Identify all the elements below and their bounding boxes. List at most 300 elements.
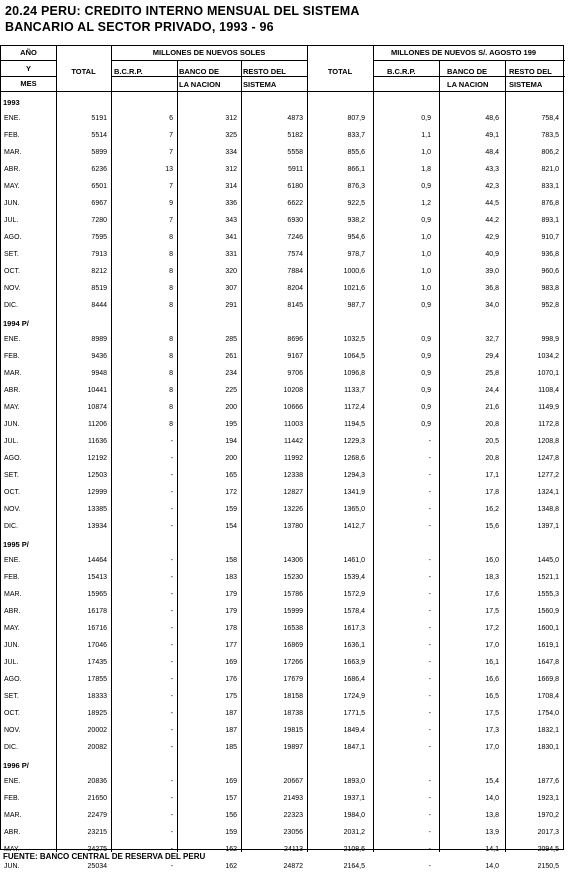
year-label: 1996 P/ (3, 761, 29, 770)
value-cell: 0,9 (421, 404, 431, 411)
value-cell: 1294,3 (343, 472, 365, 479)
value-cell: 1555,3 (537, 591, 559, 598)
value-cell: 910,7 (541, 234, 559, 241)
year-label: 1994 P/ (3, 319, 29, 328)
value-cell: 16,2 (485, 506, 499, 513)
value-cell: 157 (225, 795, 237, 802)
column-divider (241, 92, 242, 852)
group-header-soles: MILLONES DE NUEVOS SOLES (152, 48, 266, 57)
table-row (1, 706, 563, 723)
table-row (1, 570, 563, 587)
month-cell: AGO. (4, 455, 22, 462)
value-cell: 1560,9 (537, 608, 559, 615)
value-cell: 17,2 (485, 625, 499, 632)
value-cell: 13,9 (485, 829, 499, 836)
value-cell: 36,8 (485, 285, 499, 292)
table-row (1, 791, 563, 808)
value-cell: - (170, 659, 173, 666)
value-cell: 17266 (283, 659, 303, 666)
value-cell: 20667 (283, 778, 303, 785)
value-cell: 0,9 (421, 302, 431, 309)
value-cell: 4873 (287, 115, 303, 122)
value-cell: 1754,0 (537, 710, 559, 717)
value-cell: 12192 (87, 455, 107, 462)
value-cell: 7 (169, 149, 173, 156)
value-cell: - (428, 455, 431, 462)
month-cell: NOV. (4, 727, 21, 734)
value-cell: 806,2 (541, 149, 559, 156)
table-row (1, 740, 563, 757)
value-cell: 2150,5 (537, 863, 559, 870)
value-cell: 23056 (283, 829, 303, 836)
value-cell: - (428, 659, 431, 666)
value-cell: 169 (225, 659, 237, 666)
value-cell: 7246 (287, 234, 303, 241)
year-heading-row (1, 536, 563, 553)
header-line (373, 60, 565, 61)
value-cell: 5182 (287, 132, 303, 139)
value-cell: - (428, 489, 431, 496)
value-cell: 22479 (87, 812, 107, 819)
value-cell: 1341,9 (343, 489, 365, 496)
value-cell: 14,1 (485, 846, 499, 853)
value-cell: 1708,4 (537, 693, 559, 700)
value-cell: 1636,1 (343, 642, 365, 649)
column-divider (373, 92, 374, 852)
value-cell: - (170, 795, 173, 802)
value-cell: - (170, 744, 173, 751)
header-line (1, 60, 56, 61)
value-cell: 20082 (87, 744, 107, 751)
value-cell: 7 (169, 183, 173, 190)
value-cell: 1847,1 (343, 744, 365, 751)
value-cell: 5558 (287, 149, 303, 156)
value-cell: 6501 (91, 183, 107, 190)
value-cell: 1348,8 (537, 506, 559, 513)
value-cell: 1172,4 (344, 404, 365, 411)
value-cell: - (428, 591, 431, 598)
value-cell: 8 (169, 285, 173, 292)
value-cell: 17,6 (485, 591, 499, 598)
value-cell: 17855 (87, 676, 107, 683)
year-heading-row (1, 94, 563, 111)
value-cell: 12338 (283, 472, 303, 479)
value-cell: - (428, 727, 431, 734)
value-cell: 6622 (287, 200, 303, 207)
value-cell: 876,8 (541, 200, 559, 207)
value-cell: 7 (169, 217, 173, 224)
value-cell: 936,8 (541, 251, 559, 258)
value-cell: 1832,1 (537, 727, 559, 734)
table-row (1, 672, 563, 689)
header-month: MES (20, 79, 37, 88)
value-cell: 16538 (283, 625, 303, 632)
value-cell: 1133,7 (344, 387, 365, 394)
header-divider (56, 46, 57, 92)
value-cell: 225 (225, 387, 237, 394)
value-cell: 24,4 (485, 387, 499, 394)
value-cell: 1096,8 (343, 370, 365, 377)
value-cell: 14306 (283, 557, 303, 564)
value-cell: 1893,0 (343, 778, 365, 785)
value-cell: - (170, 625, 173, 632)
value-cell: 13226 (283, 506, 303, 513)
value-cell: 11003 (284, 421, 303, 428)
value-cell: 15999 (283, 608, 303, 615)
value-cell: 5191 (91, 115, 107, 122)
column-divider (505, 92, 506, 852)
value-cell: - (170, 778, 173, 785)
value-cell: 1034,2 (537, 353, 559, 360)
value-cell: 855,6 (347, 149, 365, 156)
year-label: 1995 P/ (3, 540, 29, 549)
month-cell: JUL. (4, 217, 19, 224)
value-cell: 8 (169, 387, 173, 394)
month-cell: FEB. (4, 574, 20, 581)
value-cell: - (428, 812, 431, 819)
value-cell: 1830,1 (537, 744, 559, 751)
value-cell: 7574 (287, 251, 303, 258)
value-cell: 0,9 (421, 353, 431, 360)
value-cell: 1365,0 (343, 506, 365, 513)
header-divider (177, 60, 178, 92)
value-cell: 1064,5 (343, 353, 365, 360)
value-cell: - (428, 557, 431, 564)
value-cell: - (170, 455, 173, 462)
value-cell: 8 (169, 336, 173, 343)
value-cell: 998,9 (541, 336, 559, 343)
value-cell: 833,1 (541, 183, 559, 190)
value-cell: - (170, 438, 173, 445)
table-row (1, 621, 563, 638)
value-cell: 1,1 (421, 132, 431, 139)
value-cell: 8519 (91, 285, 107, 292)
table-row (1, 604, 563, 621)
value-cell: 1208,8 (537, 438, 559, 445)
value-cell: 1,0 (421, 234, 431, 241)
value-cell: 16,0 (485, 557, 499, 564)
value-cell: 1000,6 (343, 268, 365, 275)
table-row (1, 859, 563, 876)
table-row (1, 400, 563, 417)
table-row (1, 485, 563, 502)
value-cell: - (428, 693, 431, 700)
value-cell: 1669,8 (537, 676, 559, 683)
value-cell: 17,5 (485, 608, 499, 615)
value-cell: 16178 (87, 608, 107, 615)
value-cell: 16,1 (485, 659, 499, 666)
value-cell: 2164,5 (343, 863, 365, 870)
month-cell: JUL. (4, 438, 19, 445)
value-cell: 20002 (87, 727, 107, 734)
header-banco-de: BANCO DE (179, 67, 220, 76)
value-cell: 187 (225, 710, 237, 717)
value-cell: 195 (225, 421, 237, 428)
value-cell: 1849,4 (343, 727, 365, 734)
header-total-real: TOTAL (327, 67, 353, 76)
month-cell: OCT. (4, 268, 20, 275)
value-cell: 13 (165, 166, 173, 173)
table-title-line2: BANCARIO AL SECTOR PRIVADO, 1993 - 96 (5, 20, 274, 34)
value-cell: - (170, 829, 173, 836)
value-cell: 43,3 (485, 166, 499, 173)
year-heading-row (1, 315, 563, 332)
table-row (1, 723, 563, 740)
value-cell: 12827 (283, 489, 303, 496)
value-cell: 15,6 (485, 523, 499, 530)
value-cell: 18738 (283, 710, 303, 717)
value-cell: 1397,1 (537, 523, 559, 530)
table-row (1, 451, 563, 468)
value-cell: 17435 (87, 659, 107, 666)
month-cell: NOV. (4, 285, 21, 292)
value-cell: 1572,9 (343, 591, 365, 598)
month-cell: ABR. (4, 608, 21, 615)
value-cell: 8204 (287, 285, 303, 292)
table-row (1, 162, 563, 179)
value-cell: 1108,4 (538, 387, 559, 394)
value-cell: 25,8 (485, 370, 499, 377)
value-cell: 1539,4 (343, 574, 365, 581)
table-row (1, 366, 563, 383)
month-cell: ENE. (4, 778, 21, 785)
value-cell: 9 (169, 200, 173, 207)
value-cell: 39,0 (485, 268, 499, 275)
value-cell: 1,8 (421, 166, 431, 173)
value-cell: 187 (225, 727, 237, 734)
value-cell: 20,8 (485, 455, 499, 462)
value-cell: 7884 (287, 268, 303, 275)
value-cell: 175 (225, 693, 237, 700)
value-cell: 1686,4 (343, 676, 365, 683)
value-cell: 176 (225, 676, 237, 683)
value-cell: 17,0 (485, 642, 499, 649)
value-cell: 15413 (87, 574, 107, 581)
value-cell: 14464 (87, 557, 107, 564)
value-cell: 876,3 (347, 183, 365, 190)
value-cell: 8 (169, 404, 173, 411)
column-divider (111, 92, 112, 852)
value-cell: - (428, 608, 431, 615)
value-cell: 20,8 (485, 421, 499, 428)
value-cell: 807,9 (347, 115, 365, 122)
table-row (1, 264, 563, 281)
table-row (1, 383, 563, 400)
value-cell: 48,6 (485, 115, 499, 122)
value-cell: - (428, 625, 431, 632)
value-cell: 1172,8 (538, 421, 559, 428)
table-row (1, 298, 563, 315)
header-line (111, 60, 307, 61)
header-resto-del: RESTO DEL (243, 67, 286, 76)
value-cell: 17,3 (485, 727, 499, 734)
value-cell: 162 (225, 846, 237, 853)
value-cell: 48,4 (485, 149, 499, 156)
value-cell: 32,7 (485, 336, 499, 343)
value-cell: 158 (225, 557, 237, 564)
value-cell: 343 (225, 217, 237, 224)
value-cell: 13780 (283, 523, 303, 530)
value-cell: - (170, 676, 173, 683)
column-divider (439, 92, 440, 852)
value-cell: - (428, 472, 431, 479)
header-banco-de-real: BANCO DE (447, 67, 488, 76)
value-cell: 21493 (283, 795, 303, 802)
value-cell: 893,1 (541, 217, 559, 224)
value-cell: 20,5 (485, 438, 499, 445)
value-cell: 6180 (287, 183, 303, 190)
value-cell: 200 (225, 404, 237, 411)
month-cell: AGO. (4, 234, 22, 241)
table-row (1, 349, 563, 366)
month-cell: ABR. (4, 829, 21, 836)
value-cell: 169 (225, 778, 237, 785)
month-cell: JUL. (4, 659, 19, 666)
value-cell: 17046 (87, 642, 107, 649)
value-cell: 1923,1 (537, 795, 559, 802)
value-cell: 194 (225, 438, 237, 445)
value-cell: 1445,0 (537, 557, 559, 564)
value-cell: 8 (169, 268, 173, 275)
value-cell: 1247,8 (537, 455, 559, 462)
value-cell: 1,0 (421, 251, 431, 258)
month-cell: DIC. (4, 744, 18, 751)
table-row (1, 145, 563, 162)
month-cell: ENE. (4, 557, 21, 564)
column-divider (56, 92, 57, 852)
value-cell: 8212 (91, 268, 107, 275)
value-cell: 7 (169, 132, 173, 139)
header-line (111, 76, 307, 77)
value-cell: 49,1 (485, 132, 499, 139)
month-cell: JUN. (4, 200, 20, 207)
value-cell: 17679 (283, 676, 303, 683)
table-header (1, 46, 563, 92)
value-cell: 1877,6 (537, 778, 559, 785)
month-cell: JUN. (4, 421, 20, 428)
value-cell: 44,2 (485, 217, 499, 224)
value-cell: 1600,1 (537, 625, 559, 632)
value-cell: 11636 (88, 438, 107, 445)
value-cell: 25034 (87, 863, 107, 870)
value-cell: 1324,1 (537, 489, 559, 496)
value-cell: 307 (225, 285, 237, 292)
value-cell: 159 (225, 829, 237, 836)
month-cell: DIC. (4, 302, 18, 309)
table-row (1, 247, 563, 264)
value-cell: - (428, 506, 431, 513)
value-cell: 16869 (283, 642, 303, 649)
table-row (1, 774, 563, 791)
value-cell: 1268,6 (343, 455, 365, 462)
value-cell: 10874 (87, 404, 107, 411)
value-cell: 44,5 (485, 200, 499, 207)
value-cell: 15965 (87, 591, 107, 598)
value-cell: 9167 (287, 353, 303, 360)
value-cell: 821,0 (541, 166, 559, 173)
value-cell: 1,0 (421, 268, 431, 275)
value-cell: 17,1 (485, 472, 499, 479)
header-line (1, 76, 56, 77)
value-cell: 177 (225, 642, 237, 649)
value-cell: 6 (169, 115, 173, 122)
value-cell: - (428, 744, 431, 751)
value-cell: 331 (225, 251, 237, 258)
month-cell: JUN. (4, 863, 20, 870)
value-cell: - (428, 829, 431, 836)
value-cell: - (170, 608, 173, 615)
value-cell: 2017,3 (537, 829, 559, 836)
header-y: Y (25, 64, 31, 73)
value-cell: 8 (169, 370, 173, 377)
table-row (1, 179, 563, 196)
header-la-nacion: LA NACION (179, 80, 221, 89)
month-cell: ENE. (4, 336, 21, 343)
value-cell: 14,0 (485, 863, 499, 870)
value-cell: 1277,2 (537, 472, 559, 479)
month-cell: SET. (4, 472, 19, 479)
value-cell: 21,6 (485, 404, 499, 411)
value-cell: 29,4 (485, 353, 499, 360)
value-cell: 2108,6 (343, 846, 365, 853)
month-cell: MAR. (4, 591, 22, 598)
value-cell: 21650 (87, 795, 107, 802)
value-cell: 10208 (283, 387, 303, 394)
value-cell: 291 (225, 302, 237, 309)
value-cell: - (170, 642, 173, 649)
value-cell: 10441 (87, 387, 107, 394)
value-cell: 8696 (287, 336, 303, 343)
value-cell: 7280 (91, 217, 107, 224)
value-cell: 24275 (87, 846, 107, 853)
value-cell: 19897 (283, 744, 303, 751)
value-cell: 1070,1 (537, 370, 559, 377)
value-cell: 18,3 (485, 574, 499, 581)
value-cell: 320 (225, 268, 237, 275)
value-cell: 8 (169, 234, 173, 241)
month-cell: OCT. (4, 489, 20, 496)
value-cell: 1647,8 (537, 659, 559, 666)
value-cell: - (170, 574, 173, 581)
value-cell: - (170, 489, 173, 496)
value-cell: 15,4 (485, 778, 499, 785)
month-cell: SET. (4, 251, 19, 258)
value-cell: 156 (225, 812, 237, 819)
value-cell: 5899 (91, 149, 107, 156)
value-cell: 13934 (87, 523, 107, 530)
value-cell: 314 (225, 183, 237, 190)
value-cell: 6236 (91, 166, 107, 173)
month-cell: MAY. (4, 846, 20, 853)
value-cell: 172 (225, 489, 237, 496)
value-cell: - (170, 863, 173, 870)
table-row (1, 230, 563, 247)
value-cell: 978,7 (347, 251, 365, 258)
value-cell: 1771,5 (343, 710, 365, 717)
month-cell: FEB. (4, 795, 20, 802)
value-cell: 24113 (284, 846, 303, 853)
value-cell: 22323 (283, 812, 303, 819)
value-cell: 34,0 (485, 302, 499, 309)
value-cell: 0,9 (421, 421, 431, 428)
header-divider (307, 46, 308, 92)
header-sistema: SISTEMA (243, 80, 277, 89)
value-cell: 1149,9 (538, 404, 559, 411)
value-cell: 234 (225, 370, 237, 377)
month-cell: MAY. (4, 625, 20, 632)
value-cell: 15230 (283, 574, 303, 581)
value-cell: 312 (225, 166, 237, 173)
